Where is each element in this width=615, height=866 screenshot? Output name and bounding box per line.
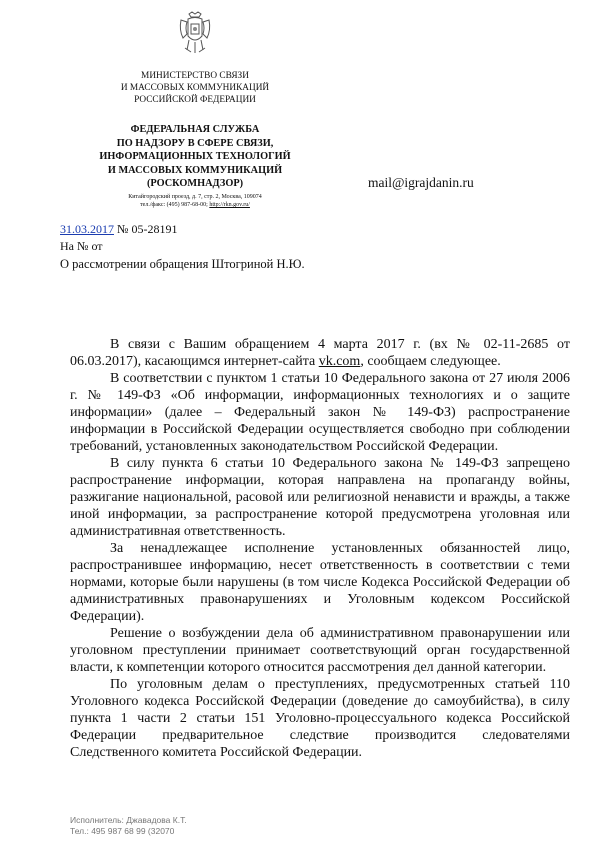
executor-name: Исполнитель: Джавадова К.Т. xyxy=(70,815,187,825)
ministry-line: РОССИЙСКОЙ ФЕДЕРАЦИИ xyxy=(134,95,256,105)
paragraph: За ненадлежащее исполнение установленных обязанностей лицо, распространившее информацию, несет ответственность в соответствии с теми нормами, которые были нарушены (в том числе Кодекса Российской Федерации об административных правонарушениях и Уголовным кодексом Российской Федерации). xyxy=(70,541,570,624)
paragraph: По уголовным делам о преступлениях, предусмотренных статьей 110 Уголовного кодекса Российской Федерации (доведение до самоубийства), в силу пункта 1 части 2 статьи 151 Уголовно-процессуального кодекса Российской Федерации предварительное следствие производится следователями Следственного комитета Российской Федерации. xyxy=(70,677,570,760)
registration-line xyxy=(60,222,177,237)
vk-link[interactable]: vk.com xyxy=(318,354,361,369)
website-link[interactable]: http://rkn.gov.ru/ xyxy=(209,202,250,208)
paragraph-text: В связи с Вашим обращением 4 марта 2017 г. (вх № 02-11-2685 от 06.03.2017), касающимся интернет-сайта xyxy=(70,337,570,369)
service-line: (РОСКОМНАДЗОР) xyxy=(146,178,244,189)
recipient-email: mail@igrajdanin.ru xyxy=(368,175,474,190)
subject-line: О рассмотрении обращения Штогриной Н.Ю. xyxy=(60,257,305,271)
paragraph xyxy=(70,336,570,370)
paragraph: В соответствии с пунктом 1 статьи 10 Федерального закона от 27 июля 2006 г. № 149-ФЗ «Об информации, информационных технологиях и о защите информации» (далее – Федеральный закон № 149-ФЗ) распространение информации в Российской Федерации осуществляется свободно при соблюдении требований, установленных законодательством Российской Федерации. xyxy=(70,371,570,454)
service-line: ПО НАДЗОРУ В СФЕРЕ СВЯЗИ, xyxy=(116,137,274,149)
phone: тел./факс: (495) 987-68-00; xyxy=(140,202,210,208)
service-line: И МАССОВЫХ КОММУНИКАЦИЙ xyxy=(107,164,283,176)
registration-number: № 05-28191 xyxy=(117,222,178,236)
paragraph: Решение о возбуждении дела об административном правонарушении или уголовном преступлении принимает соответствующий орган государственной власти, к компетенции которого относится рассмотрения дел данной категории. xyxy=(70,626,570,675)
service-line: ИНФОРМАЦИОННЫХ ТЕХНОЛОГИЙ xyxy=(99,151,291,162)
paragraph-text: , сообщаем следующее. xyxy=(360,354,501,369)
phone-website-line xyxy=(60,201,330,209)
ministry-heading xyxy=(60,70,330,106)
paragraph: В силу пункта 6 статьи 10 Федерального закона № 149-ФЗ запрещено распространение информации, которая направлена на пропаганду войны, разжигание национальной, расовой или религиозной ненависти и вражды, а также иной информации, за распространение которой предусмотрена уголовная или административная ответственность. xyxy=(70,456,570,539)
registration-date: 31.03.2017 xyxy=(60,222,114,236)
executor-info xyxy=(70,815,187,837)
contact-info xyxy=(60,193,330,209)
reference-line: На № от xyxy=(60,239,103,253)
service-heading xyxy=(60,123,330,191)
letter-body xyxy=(70,336,570,761)
address: Китайгородский проезд, д. 7, стр. 2, Москва, 109074 xyxy=(128,194,262,200)
coat-of-arms-emblem xyxy=(175,10,215,56)
ministry-line: И МАССОВЫХ КОММУНИКАЦИЙ xyxy=(120,83,270,93)
executor-phone: Тел.: 495 987 68 99 (32070 xyxy=(70,826,175,836)
service-line: ФЕДЕРАЛЬНАЯ СЛУЖБА xyxy=(130,124,260,135)
ministry-line: МИНИСТЕРСТВО СВЯЗИ xyxy=(141,71,249,81)
